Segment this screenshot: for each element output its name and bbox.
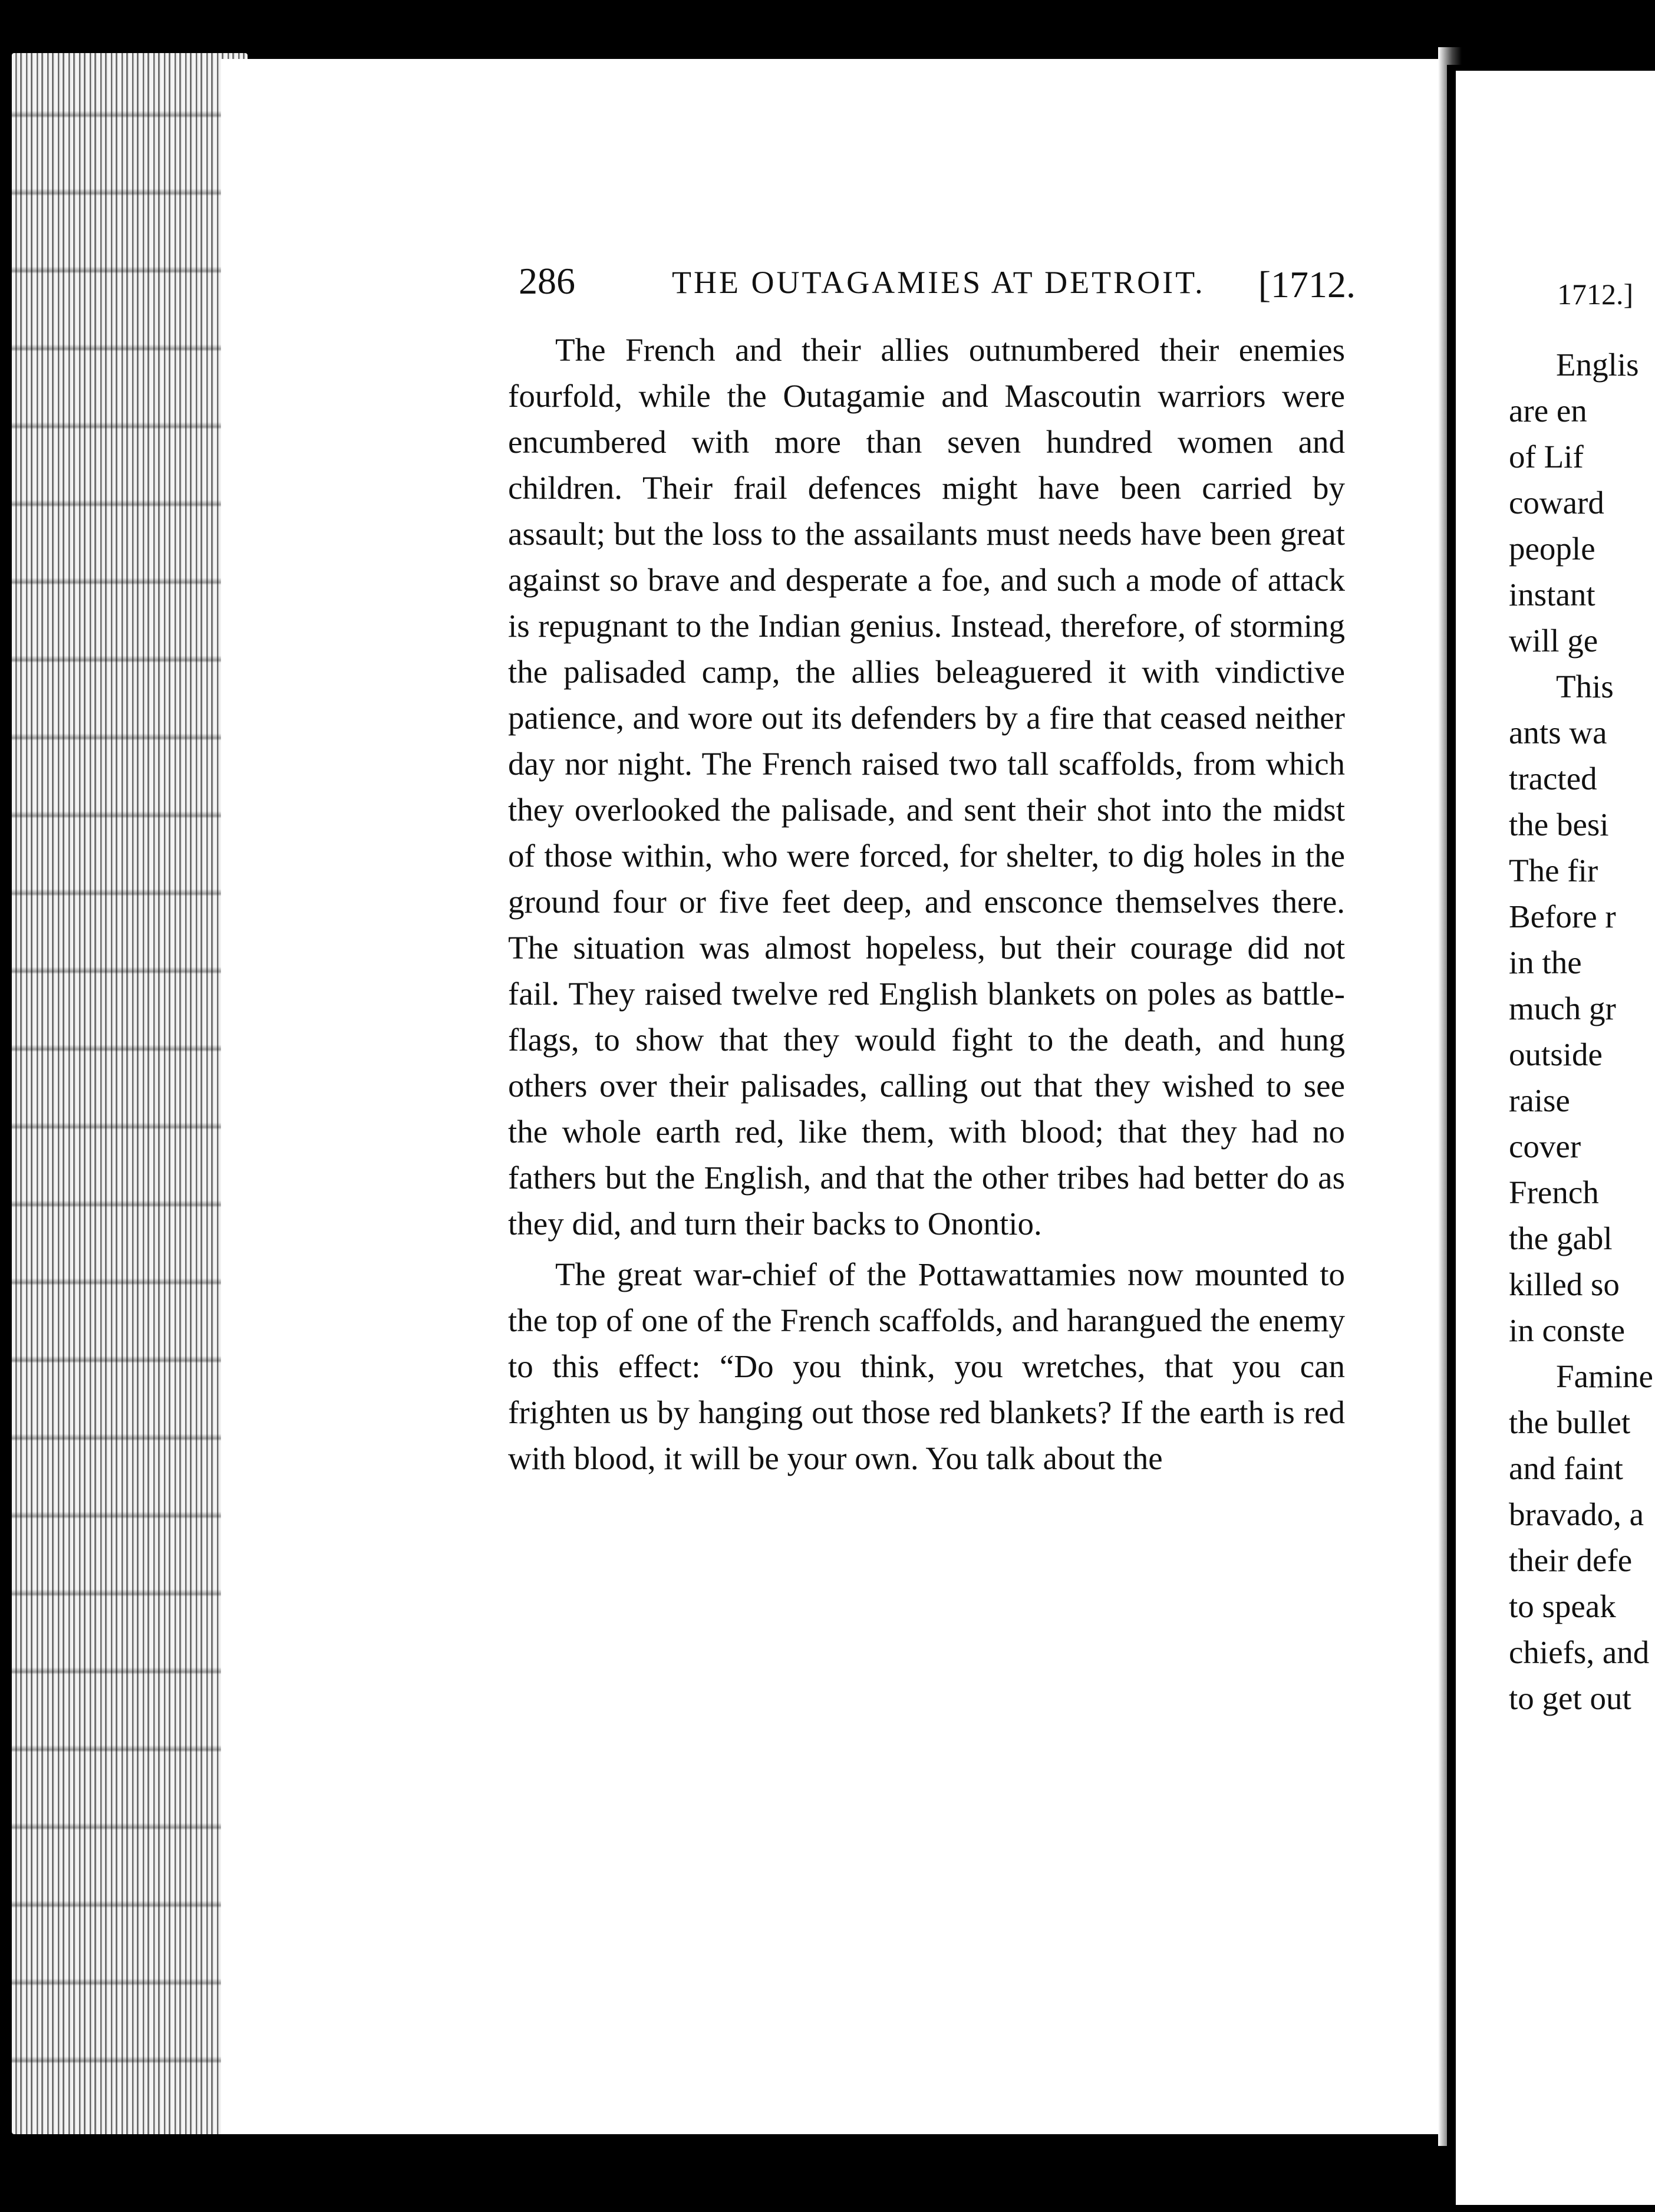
facing-page-line: instant	[1509, 577, 1595, 613]
facing-page-line: The fir	[1509, 852, 1598, 888]
facing-page-line: in conste	[1509, 1312, 1626, 1348]
facing-page-line: much gr	[1509, 990, 1616, 1026]
facing-page-line: Before r	[1509, 898, 1616, 934]
facing-page-line: the gabl	[1509, 1220, 1613, 1256]
facing-page-line: to get out	[1509, 1680, 1631, 1716]
facing-page-line: the besi	[1509, 807, 1609, 842]
facing-page-line: coward	[1509, 485, 1604, 521]
facing-page-line: ants wa	[1509, 715, 1607, 750]
facing-page-line: bravado, a	[1509, 1496, 1644, 1532]
facing-page-line: chiefs, and	[1509, 1634, 1650, 1670]
facing-page-line: the bullet	[1509, 1404, 1631, 1440]
book-fore-edge	[12, 53, 248, 2134]
facing-page-line: outside	[1509, 1036, 1603, 1072]
facing-page-line: Englis	[1556, 347, 1639, 383]
facing-page-line: cover	[1509, 1128, 1581, 1164]
page-number: 286	[519, 260, 575, 302]
facing-page-text	[1509, 342, 1653, 1721]
paragraph: The French and their allies outnumbered their enemies fourfold, while the Outagamie and Mascoutin warriors were encumbered with more than seven hundred women and children. Their frail defences might have been carried by assault; but the loss to the assailants must needs have been great against so brave and desperate a foe, and such a mode of attack is repugnant to the Indian genius. Instead, therefore, of storming the palisaded camp, the allies beleaguered it with vindictive patience, and wore out its defenders by a fire that ceased neither day nor night. The French raised two tall scaffolds, from which they overlooked the palisade, and sent their shot into the midst of those within, who were forced, for shelter, to dig holes in the ground four or five feet deep, and ensconce themselves there. The situation was almost hopeless, but their courage did not fail. They raised twelve red English blankets on poles as battle-flags, to show that they would fight to the death, and hung others over their palisades, calling out that they wished to see the whole earth red, like them, with blood; that they had no fathers but the English, and that the other tribes had better do as they did, and turn their backs to Onontio.	[508, 332, 1345, 1242]
facing-page-line: in the	[1509, 944, 1582, 980]
facing-page-line: Famine	[1556, 1358, 1653, 1394]
running-year: [1712.	[1258, 264, 1356, 305]
facing-page-line: This	[1556, 669, 1614, 705]
facing-page-line: raise	[1509, 1082, 1570, 1118]
facing-page-line: French	[1509, 1174, 1599, 1210]
facing-page-line: their defe	[1509, 1542, 1633, 1578]
facing-page-line: are en	[1509, 393, 1587, 429]
facing-page-line: and faint	[1509, 1450, 1623, 1486]
running-title: THE OUTAGAMIES AT DETROIT.	[672, 265, 1205, 300]
facing-page-line: of Lif	[1509, 439, 1584, 475]
body-text	[508, 327, 1345, 1486]
running-head	[519, 259, 1356, 307]
facing-page-line: will ge	[1509, 623, 1598, 659]
facing-page-line: tracted	[1509, 761, 1597, 796]
facing-page-line: killed so	[1509, 1266, 1620, 1302]
facing-page-year: 1712.]	[1557, 278, 1634, 311]
facing-page-line: people	[1509, 531, 1595, 567]
facing-page-line: to speak	[1509, 1588, 1616, 1624]
paragraph: The great war-chief of the Pottawattamies now mounted to the top of one of the French scaffolds, and harangued the enemy to this effect: “Do you think, you wretches, that you can frighten us by hanging out those red blankets? If the earth is red with blood, it will be your own. You talk about the	[508, 1256, 1345, 1476]
